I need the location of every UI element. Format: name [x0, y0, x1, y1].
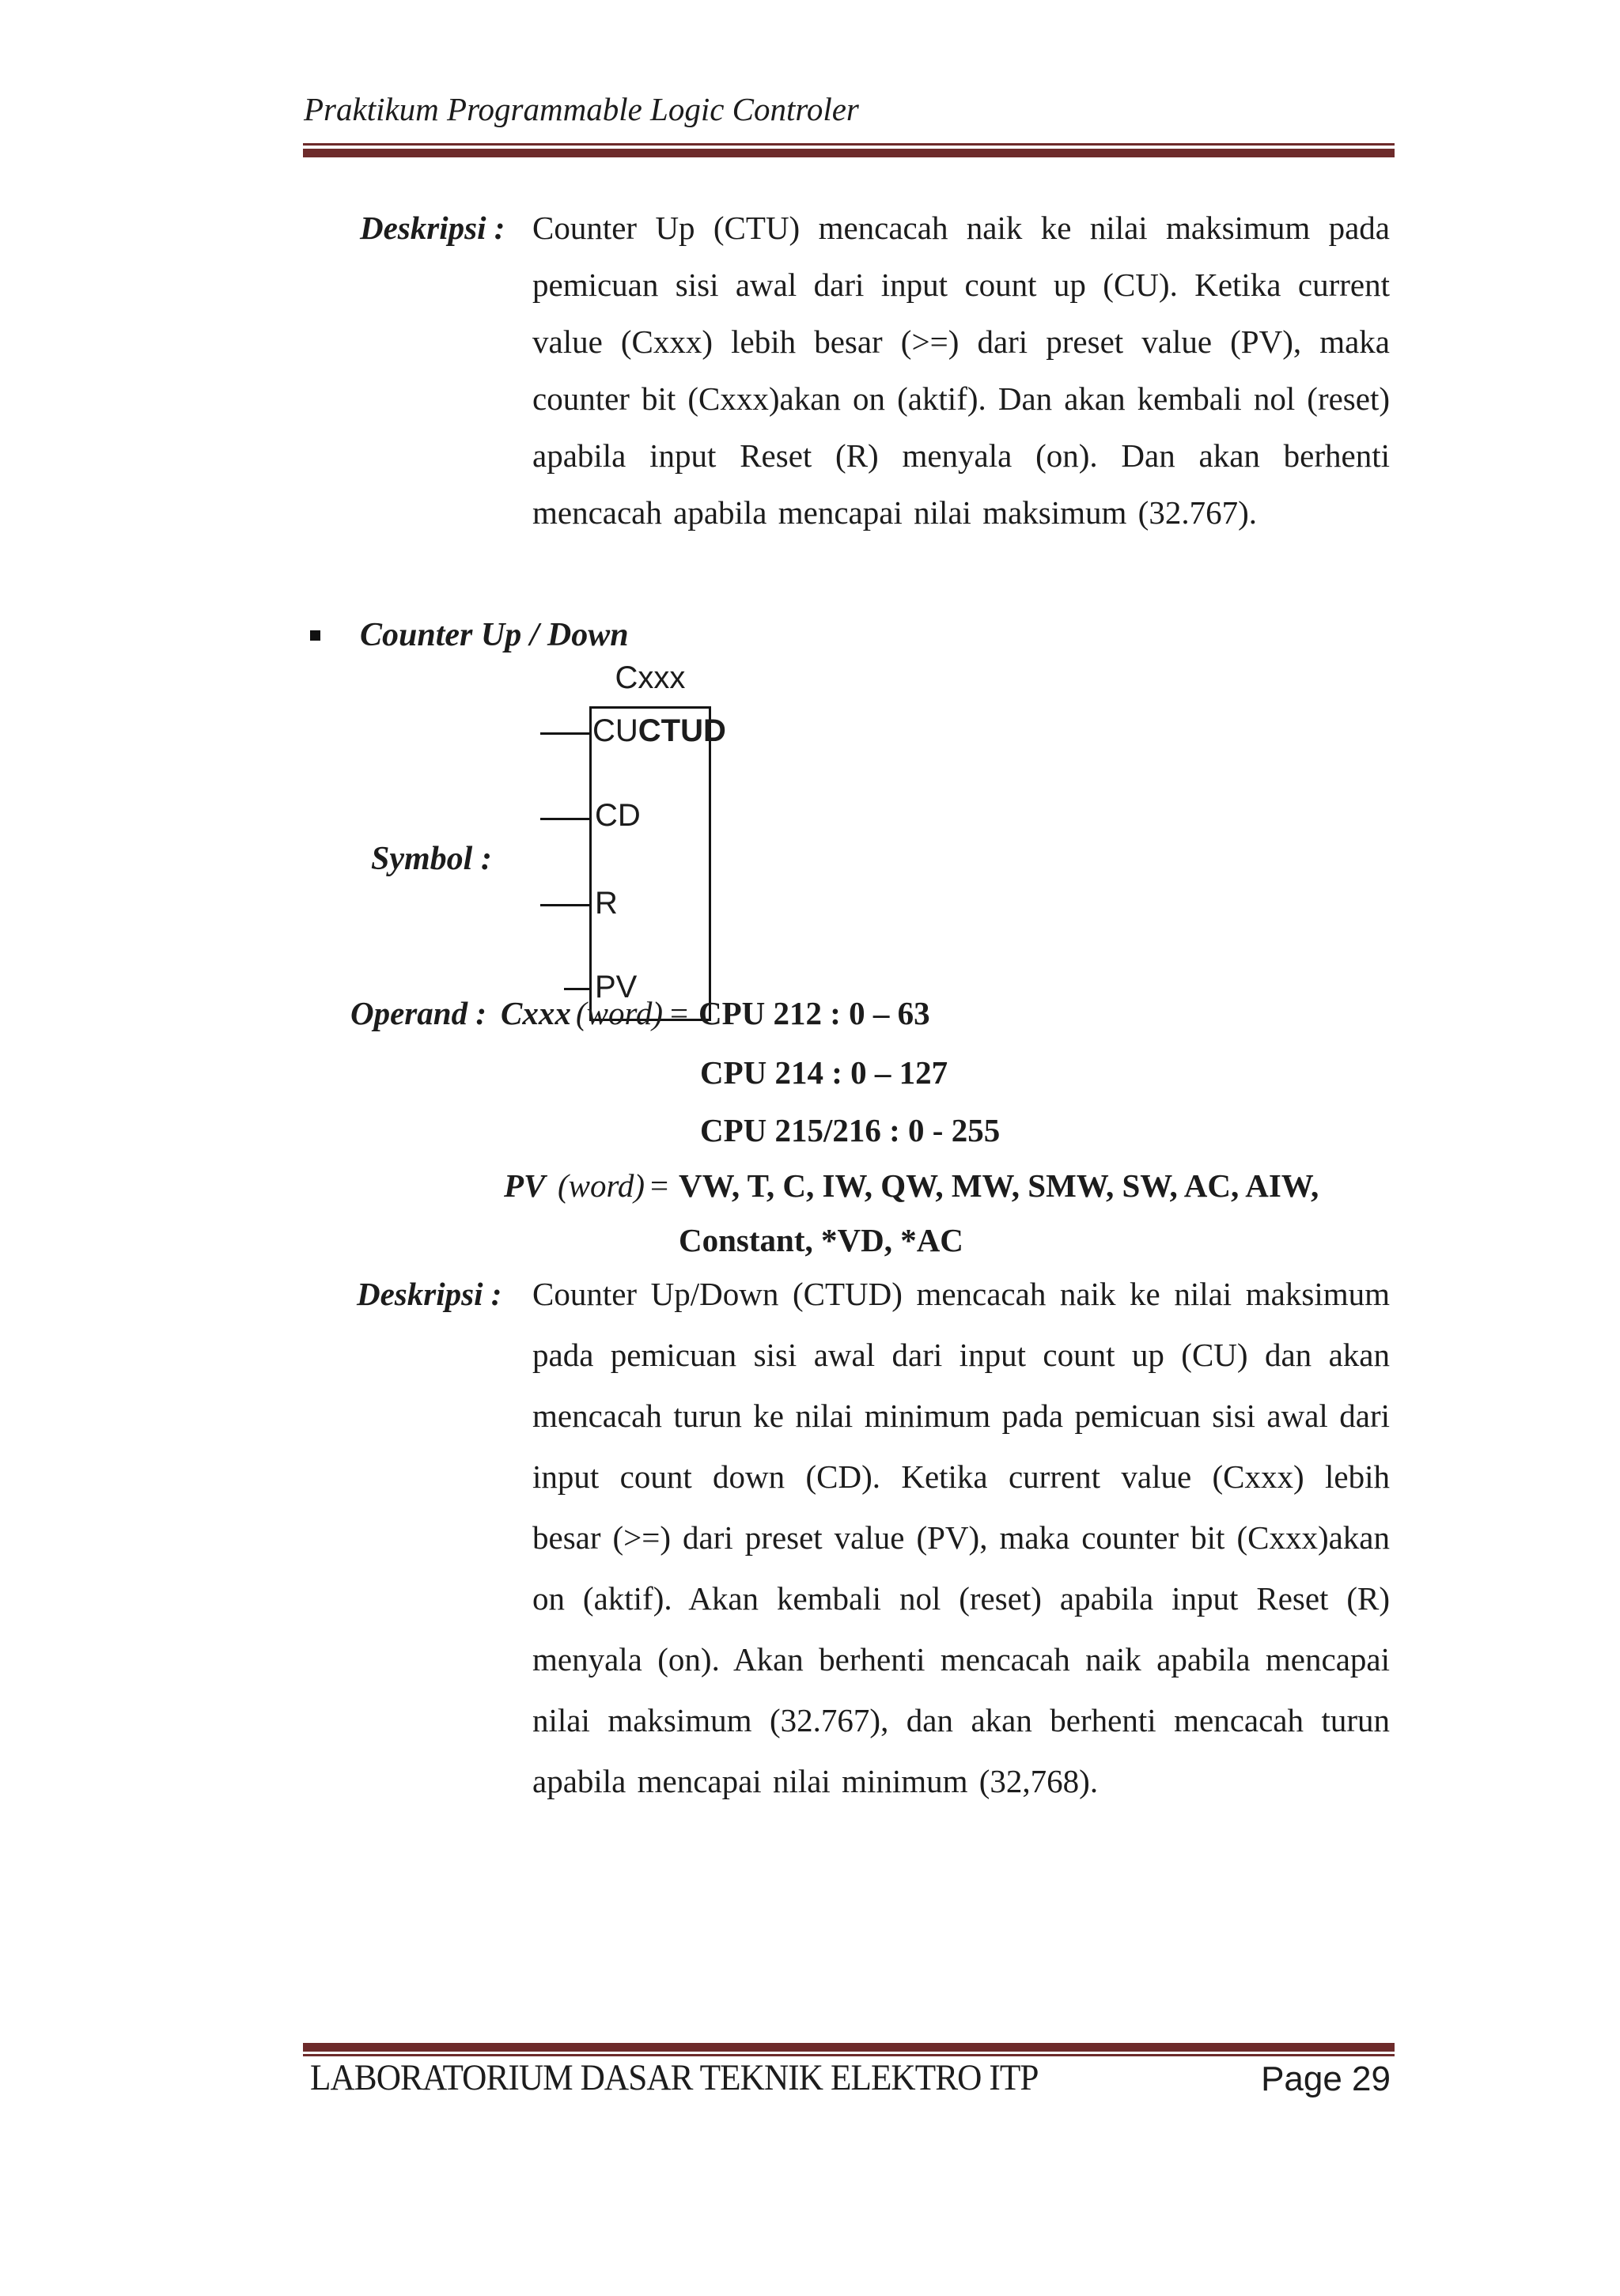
operand-cxxx-equals: =: [670, 995, 689, 1031]
operand-cxxx-name: Cxxx: [501, 995, 571, 1031]
ctud-block-diagram: [589, 706, 726, 1021]
operand-pv-name: PV: [504, 1167, 546, 1204]
diagram-top-row: [592, 713, 726, 748]
diagram-input-pv-label: PV: [595, 970, 638, 1004]
operand-cpu215-216-range: CPU 215/216 : 0 - 255: [700, 1112, 1001, 1148]
footer-page-number: Page 29: [1261, 2060, 1391, 2098]
page-header-title: Praktikum Programmable Logic Controler: [304, 91, 859, 127]
wire-r: [540, 904, 591, 906]
wire-cd: [540, 818, 591, 820]
operand-pv-values-line2: Constant, *VD, *AC: [679, 1222, 963, 1258]
operand-label: Operand :: [350, 995, 486, 1031]
operand-pv-values-line1: VW, T, C, IW, QW, MW, SMW, SW, AC, AIW,: [679, 1167, 1319, 1204]
operand-pv-type: (word): [558, 1167, 645, 1204]
square-bullet-icon: [310, 630, 320, 641]
symbol-label: Symbol :: [371, 841, 492, 877]
operand-cpu212-range: CPU 212 : 0 – 63: [698, 995, 930, 1031]
diagram-input-cu-label: CU: [592, 713, 638, 748]
ctud-description-label: Deskripsi :: [357, 1276, 502, 1312]
operand-cxxx-type: (word): [576, 995, 664, 1031]
wire-cu: [540, 732, 591, 735]
ctu-description-label: Deskripsi :: [360, 210, 505, 246]
footer-rule-thick: [303, 2043, 1395, 2052]
header-rule-thin: [303, 143, 1395, 146]
diagram-input-cd-label: CD: [595, 798, 641, 833]
wire-pv: [564, 988, 591, 990]
counter-instance-label: Cxxx: [615, 660, 686, 695]
header-rule-thick: [303, 149, 1395, 157]
footer-lab-name: LABORATORIUM DASAR TEKNIK ELEKTRO ITP: [310, 2057, 1039, 2098]
ctud-description-text: Counter Up/Down (CTUD) mencacah naik ke nilai maksimum pada pemicuan sisi awal dari input count up (CU) dan akan mencacah turun ke nilai minimum pada pemicuan sisi awal dari input count down (CD). Ketika current value (Cxxx) lebih besar (>=) dari preset value (PV), maka counter bit (Cxxx)akan on (aktif). Akan kembali nol (reset) apabila input Reset (R) menyala (on). Akan berhenti mencacah naik apabila mencapai nilai maksimum (32.767), dan akan berhenti mencacah turun apabila mencapai nilai minimum (32,768).: [532, 1276, 1390, 1799]
operand-cpu214-range: CPU 214 : 0 – 127: [700, 1054, 948, 1091]
operand-pv-equals: =: [650, 1167, 669, 1204]
diagram-input-r-label: R: [595, 886, 618, 921]
ctu-description-text: Counter Up (CTU) mencacah naik ke nilai maksimum pada pemicuan sisi awal dari input count up (CU). Ketika current value (Cxxx) lebih besar (>=) dari preset value (PV), maka counter bit (Cxxx)akan on (aktif). Dan akan kembali nol (reset) apabila input Reset (R) menyala (on). Dan akan berhenti mencacah apabila mencapai nilai maksimum (32.767).: [532, 210, 1390, 531]
diagram-block-name: CTUD: [638, 713, 726, 748]
ctud-section-title: Counter Up / Down: [360, 617, 629, 653]
